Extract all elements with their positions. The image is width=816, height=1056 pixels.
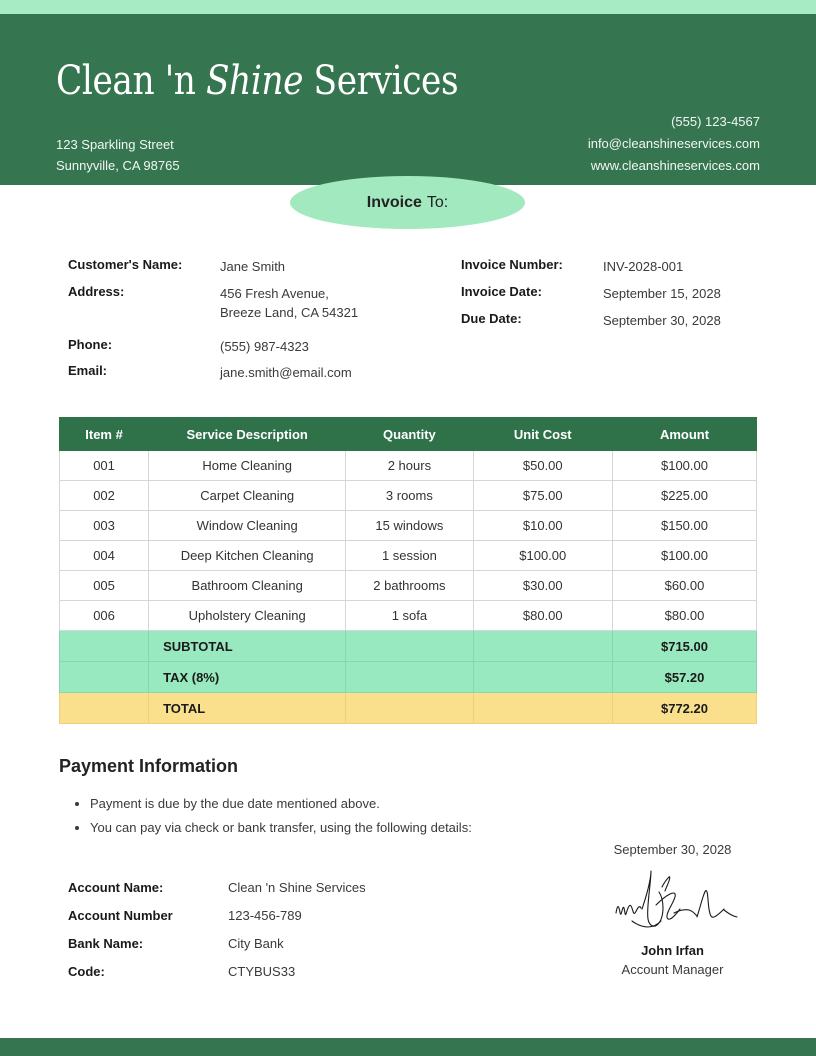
subtotal-row bbox=[60, 631, 757, 662]
account-number-value: 123-456-789 bbox=[228, 908, 302, 923]
customer-address-line1: 456 Fresh Avenue, bbox=[220, 286, 329, 301]
column-header-quantity: Quantity bbox=[346, 418, 473, 451]
total-spacer bbox=[60, 693, 149, 724]
invoice-header bbox=[0, 14, 816, 185]
cell-quantity: 1 session bbox=[346, 541, 473, 571]
cell-quantity: 15 windows bbox=[346, 511, 473, 541]
signature-block bbox=[560, 842, 785, 977]
invoice-number-row bbox=[461, 257, 791, 284]
cell-desc: Deep Kitchen Cleaning bbox=[149, 541, 346, 571]
invoice-number-label: Invoice Number: bbox=[461, 257, 563, 272]
customer-address-row bbox=[68, 284, 448, 324]
bank-code-value: CTYBUS33 bbox=[228, 964, 296, 979]
customer-phone-row bbox=[68, 337, 448, 364]
subtotal-value: $715.00 bbox=[612, 631, 756, 662]
cell-unitcost: $100.00 bbox=[473, 541, 612, 571]
signature-date: September 30, 2028 bbox=[613, 842, 732, 857]
company-name-part2: Services bbox=[303, 58, 459, 104]
bank-name-label: Bank Name: bbox=[68, 936, 144, 951]
bank-name-row bbox=[68, 936, 538, 964]
invoice-to-badge-bold: Invoice bbox=[366, 193, 422, 211]
due-date-row bbox=[461, 311, 791, 338]
customer-phone-label: Phone: bbox=[68, 337, 113, 352]
company-address-line2: Sunnyville, CA 98765 bbox=[56, 158, 180, 173]
company-website[interactable]: www.cleanshineservices.com bbox=[590, 158, 760, 173]
table-row bbox=[60, 511, 757, 541]
invoice-date-row bbox=[461, 284, 791, 311]
company-name-part1: Clean 'n bbox=[56, 58, 206, 104]
cell-unitcost: $30.00 bbox=[473, 571, 612, 601]
subtotal-spacer-unit bbox=[473, 631, 612, 662]
cell-desc: Home Cleaning bbox=[149, 451, 346, 481]
cell-amount: $80.00 bbox=[612, 601, 756, 631]
table-row bbox=[60, 601, 757, 631]
account-name-value: Clean 'n Shine Services bbox=[228, 880, 366, 895]
bank-name-value: City Bank bbox=[228, 936, 284, 951]
cell-amount: $60.00 bbox=[612, 571, 756, 601]
cell-desc: Bathroom Cleaning bbox=[149, 571, 346, 601]
account-name-label: Account Name: bbox=[68, 880, 164, 895]
company-contact bbox=[588, 111, 760, 177]
tax-spacer bbox=[60, 662, 149, 693]
table-row bbox=[60, 481, 757, 511]
column-header-item: Item # bbox=[60, 418, 149, 451]
top-accent-strip bbox=[0, 0, 816, 14]
customer-address-value bbox=[220, 284, 358, 322]
table-row bbox=[60, 571, 757, 601]
invoice-meta-column bbox=[461, 257, 791, 338]
cell-amount: $100.00 bbox=[612, 541, 756, 571]
due-date-value: September 30, 2028 bbox=[603, 313, 721, 328]
customer-email-label: Email: bbox=[68, 363, 108, 378]
bank-code-row bbox=[68, 964, 538, 992]
table-header-row bbox=[60, 418, 757, 451]
cell-desc: Carpet Cleaning bbox=[149, 481, 346, 511]
total-spacer-qty bbox=[346, 693, 473, 724]
invoice-to-badge-normal: To: bbox=[426, 193, 449, 211]
payment-notes-list bbox=[72, 793, 510, 841]
tax-label: TAX (8%) bbox=[149, 662, 346, 693]
list-item: • Payment is due by the due date mentioned above. bbox=[90, 793, 510, 814]
customer-phone-value: (555) 987-4323 bbox=[220, 339, 309, 354]
cell-desc: Window Cleaning bbox=[149, 511, 346, 541]
bank-code-label: Code: bbox=[68, 964, 105, 979]
cell-item: 001 bbox=[60, 451, 149, 481]
invoice-number-value: INV-2028-001 bbox=[603, 259, 684, 274]
cell-amount: $225.00 bbox=[612, 481, 756, 511]
bank-details bbox=[68, 880, 538, 992]
payment-information-title: Payment Information bbox=[59, 756, 239, 776]
tax-value: $57.20 bbox=[612, 662, 756, 693]
cell-quantity: 2 bathrooms bbox=[346, 571, 473, 601]
cell-item: 005 bbox=[60, 571, 149, 601]
account-name-row bbox=[68, 880, 538, 908]
cell-amount: $150.00 bbox=[612, 511, 756, 541]
customer-address-line2: Breeze Land, CA 54321 bbox=[220, 305, 359, 320]
total-label: TOTAL bbox=[149, 693, 346, 724]
tax-spacer-qty bbox=[346, 662, 473, 693]
tax-row bbox=[60, 662, 757, 693]
subtotal-spacer bbox=[60, 631, 149, 662]
column-header-amount: Amount bbox=[612, 418, 756, 451]
invoice-to-badge bbox=[290, 176, 525, 229]
company-phone: (555) 123-4567 bbox=[671, 114, 760, 129]
customer-address-label: Address: bbox=[68, 284, 125, 299]
cell-unitcost: $80.00 bbox=[473, 601, 612, 631]
cell-unitcost: $75.00 bbox=[473, 481, 612, 511]
footer-bar bbox=[0, 1038, 816, 1056]
line-items-table bbox=[59, 417, 757, 724]
cell-item: 002 bbox=[60, 481, 149, 511]
line-items-body bbox=[60, 451, 757, 724]
company-email[interactable]: info@cleanshineservices.com bbox=[587, 136, 760, 151]
list-item: • You can pay via check or bank transfer, using the following details: bbox=[90, 817, 510, 838]
signature-role: Account Manager bbox=[621, 962, 724, 977]
cell-amount: $100.00 bbox=[612, 451, 756, 481]
total-row bbox=[60, 693, 757, 724]
company-logo-title bbox=[56, 58, 458, 104]
signature-image bbox=[598, 861, 748, 936]
company-name-italic: Shine bbox=[205, 58, 304, 104]
table-row bbox=[60, 541, 757, 571]
bill-to-column bbox=[68, 257, 448, 390]
cell-desc: Upholstery Cleaning bbox=[149, 601, 346, 631]
subtotal-spacer-qty bbox=[346, 631, 473, 662]
signature-name: John Irfan bbox=[641, 943, 704, 958]
cell-quantity: 1 sofa bbox=[346, 601, 473, 631]
due-date-label: Due Date: bbox=[461, 311, 522, 326]
customer-name-row bbox=[68, 257, 448, 284]
cell-item: 006 bbox=[60, 601, 149, 631]
company-address bbox=[56, 134, 180, 176]
invoice-date-label: Invoice Date: bbox=[461, 284, 542, 299]
cell-item: 003 bbox=[60, 511, 149, 541]
account-number-label: Account Number bbox=[68, 908, 173, 923]
customer-name-value: Jane Smith bbox=[220, 259, 286, 274]
customer-name-label: Customer's Name: bbox=[68, 257, 183, 272]
cell-quantity: 2 hours bbox=[346, 451, 473, 481]
column-header-unitcost: Unit Cost bbox=[473, 418, 612, 451]
customer-email-value: jane.smith@email.com bbox=[220, 365, 352, 380]
account-number-row bbox=[68, 908, 538, 936]
invoice-date-value: September 15, 2028 bbox=[603, 286, 721, 301]
cell-item: 004 bbox=[60, 541, 149, 571]
cell-unitcost: $10.00 bbox=[473, 511, 612, 541]
subtotal-label: SUBTOTAL bbox=[149, 631, 346, 662]
company-address-line1: 123 Sparkling Street bbox=[56, 137, 174, 152]
column-header-desc: Service Description bbox=[149, 418, 346, 451]
customer-email-row bbox=[68, 363, 448, 390]
tax-spacer-unit bbox=[473, 662, 612, 693]
total-spacer-unit bbox=[473, 693, 612, 724]
cell-quantity: 3 rooms bbox=[346, 481, 473, 511]
table-row bbox=[60, 451, 757, 481]
cell-unitcost: $50.00 bbox=[473, 451, 612, 481]
total-value: $772.20 bbox=[612, 693, 756, 724]
